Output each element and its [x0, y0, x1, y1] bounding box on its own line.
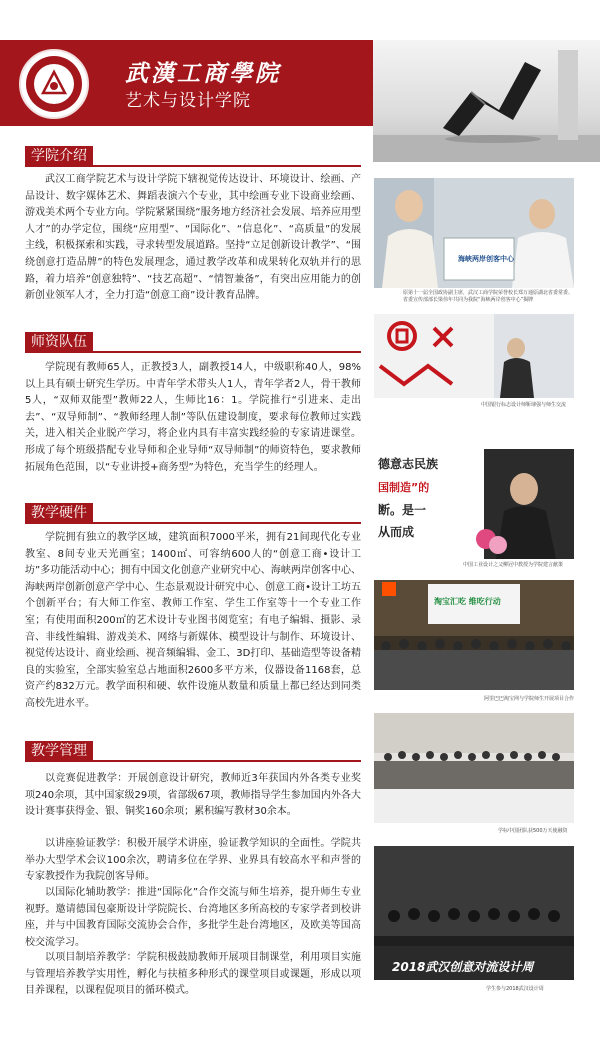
photo-caption-4: 阿里巴巴淘宝网与学院师生开展项目合作	[484, 696, 575, 702]
division-name: 艺术与设计学院	[125, 91, 251, 111]
management-paragraph-2: 以讲座验证教学：积极开展学术讲座，验证教学知识的全面性。学院共举办大型学术会议100余次，聘请多位在学界、业界具有较高水平和声誉的专家教授作为我院创客导师。	[25, 838, 361, 883]
photo-taobao-cooperation: 淘宝汇吃 维吃行动	[374, 580, 574, 690]
section-title-management: 教学管理	[25, 741, 93, 762]
section-title-hardware: 教学硬件	[25, 503, 93, 524]
photo-caption-2: 中国银行标志设计师靳埭强与师生交流	[481, 402, 567, 408]
section-rule-hardware	[25, 522, 361, 524]
management-paragraph-1: 以竞赛促进教学：开展创意设计研究，教师近3年获国内外各类专业奖项240余项，其中国家级29项，省部级67项，教师指导学生参加国内外各大设计赛事获得金、银、铜奖160余项；累积编写教材30余本。	[25, 773, 361, 818]
section-rule-intro	[25, 165, 361, 167]
photo-sign-text: 海峡两岸创客中心	[458, 255, 514, 263]
photo-caption-6: 学生参与2018武汉设计周	[486, 986, 544, 992]
emblem-mark-icon	[38, 68, 70, 100]
photo-professor-speech: 德意志民族 国制造”的 断。是一 从而成	[374, 449, 574, 559]
photo-design-week: 2018武汉创意对流设计周	[374, 846, 574, 980]
school-logo-emblem	[19, 49, 89, 119]
section-rule-faculty	[25, 351, 361, 353]
intro-paragraph: 武汉工商学院艺术与设计学院下辖视觉传达设计、环境设计、绘画、产品设计、数字媒体艺术、舞蹈表演六个专业，其中绘画专业下设商业绘画、游戏美术两个专业方向。学院紧紧围绕“服务地方经济社会发展、培养应用型人才”的办学定位，围绕“应用型”、“国际化”、“信息化”、“高质量”的发展主线，积极探索和实践，寻求转型发展道路。坚持“立足创新设计教学”、“围绕创意打造品牌”的特色发展理念，通过教学改革和成果转化双轨并行的思路，着力培养“创意独特”、“技艺高超”、“情智兼备”，有突出应用能力的创新创业领军人才，全力打造“创意工商”设计教育品牌。	[25, 174, 361, 302]
faculty-paragraph: 学院现有教师65人，正教授3人，副教授14人，中级职称40人，98%以上具有硕士研究生学历。中青年学术带头人1人，青年学者2人，骨干教师5人，“双师双能型”教师22人，生师比16：1。学院推行“引进来、走出去”、“双导师制”、“教师经理人制”等队伍建设制度，要求每位教师过实践关，进入相关企业脱产学习，将企业内具有丰富实践经验的专家请进课堂。形成了每个班级搭配专业导师和企业导师“双导师制”的师资特色，要求教师拓展角色范围，以“专业讲授+商务型”为特色，充当学生的经理人。	[25, 362, 361, 473]
photo-bank-logo-designer	[374, 314, 574, 398]
management-paragraph-4: 以项目制培养教学：学院积极鼓励教师开展项目制课堂，利用项目实施与管理培养教学实用性，孵化与扶植多种形式的课堂项目或课题，形成以项目养课程，以课程促项目的循环模式。	[25, 952, 361, 997]
school-name: 武漢工商學院	[125, 60, 281, 87]
section-title-intro: 学院介绍	[25, 146, 93, 167]
management-paragraph-3: 以国际化辅助教学：推进“国际化”合作交流与师生培养，提升师生专业视野。邀请德国包豪斯设计学院院长、台湾地区多所高校的专家学者到校讲座，并与中国教育国际交流协会合作，多批学生赴台湾地区，及欧美等国高校交流学习。	[25, 887, 361, 948]
photo-caption-3: 中国工业设计之父柳冠中教授为学院建言献策	[463, 562, 564, 568]
photo-team-funding	[374, 713, 574, 823]
header-sculpture-photo	[373, 40, 600, 162]
photo-caption-1: 原第十一届全国政协副主席，武汉工商学院荣誉校长郑万通原湖北省委常委、省委宣传部部长梁伟年共同为我院“海峡两岸创客中心”揭牌	[403, 290, 574, 303]
sculpture-illustration	[373, 40, 600, 162]
section-title-faculty: 师资队伍	[25, 332, 93, 353]
section-rule-management	[25, 760, 361, 762]
photo-unveiling-ceremony	[374, 178, 574, 288]
top-margin	[0, 0, 600, 40]
photo-caption-5: 学标中国团队获500万天使融资	[498, 828, 568, 834]
hardware-paragraph: 学院拥有独立的教学区域，建筑面积7000平米，拥有21间现代化专业教室、8间专业天光画室；1400㎡、可容纳600人的“创意工商•设计工坊”多功能活动中心；拥有中国文化创意产业研究中心、海峡两岸创客中心、海峡两岸创新创意产学中心、生态景观设计研究中心、创意工商•设计工坊五个创新平台；有大师工作室、教师工作室、学生工作室等十一个专业工作室；有使用面积200㎡的艺术设计专业图书阅览室；有电子编辑、摄影、录音、非线性编辑、游戏美术、网络与新媒体、模型设计与制作、环境设计、视觉传达设计、商业绘画、视音频编辑、金工、3D打印、基础造型等设备精良的实验室，全部实验室总占地面积2600多平方米，仪器设备1168套，总资产约832万元。教学面积和硬、软件设施从数量和质量上都已经达到同类高校先进水平。	[25, 532, 361, 709]
